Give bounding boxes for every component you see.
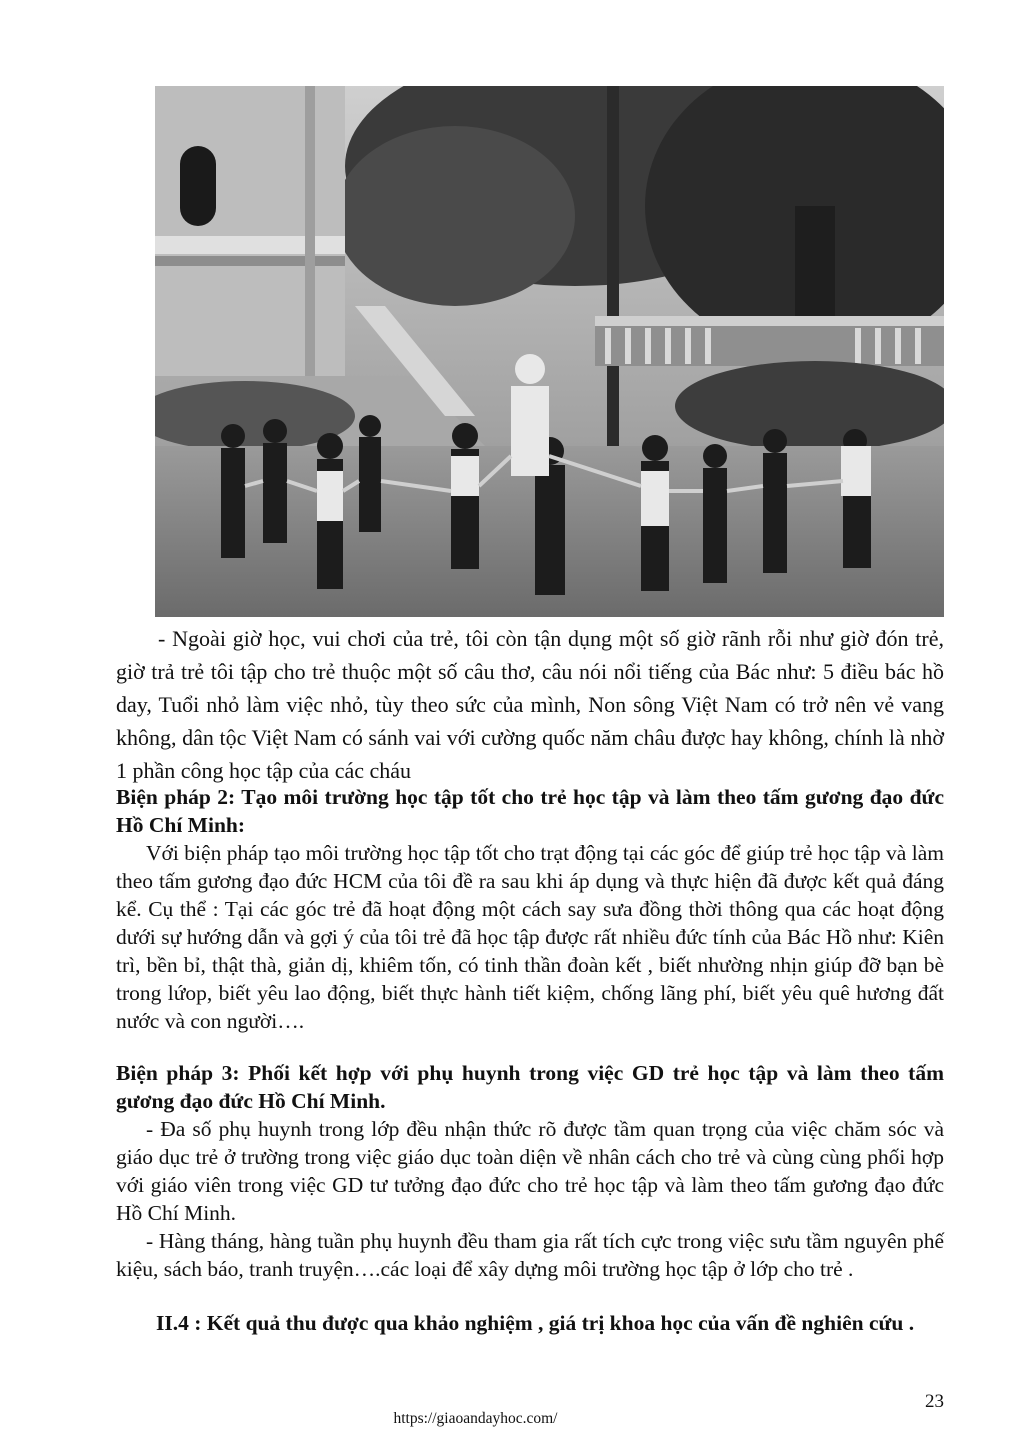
- photo-illustration: [155, 86, 944, 617]
- bp3-body-2: - Hàng tháng, hàng tuần phụ huynh đều tham gia rất tích cực trong việc sưu tầm nguyên phế kiệu, sách báo, tranh truyện….các loại để xây dựng môi trường học tập ở lớp cho trẻ .: [116, 1229, 944, 1281]
- footer: [0, 1410, 1023, 1428]
- bp2-body: Với biện pháp tạo môi trường học tập tốt cho trạt động tại các góc để giúp trẻ học tập và làm theo tấm gương đạo đức HCM của tôi đề ra sau khi áp dụng và thực hiện đã được kết quả đáng kể. Cụ thể : Tại các góc trẻ đã hoạt động một cách say sưa đồng thời thông qua các hoạt động dưới sự hướng dẫn và gợi ý của tôi trẻ đã học tập được rất nhiều đức tính của Bác Hồ như: Kiên trì, bền bỉ, thật thà, giản dị, khiêm tốn, có tinh thần đoàn kết , biết nhường nhịn giúp đỡ bạn bè trong lứop, biết yêu lao động, biết thực hành tiết kiệm, chống lãng phí, biết yêu quê hương đất nước và con người….: [116, 841, 944, 1033]
- page-number: 23: [925, 1391, 944, 1412]
- bp3-block: [116, 1059, 944, 1283]
- intro-paragraph: - Ngoài giờ học, vui chơi của trẻ, tôi còn tận dụng một số giờ rãnh rỗi như giờ đón trẻ, giờ trả trẻ tôi tập cho trẻ thuộc một số câu thơ, câu nói nổi tiếng của Bác như: 5 điều bác hồ day, Tuổi nhỏ làm việc nhỏ, tùy theo sức của mình, Non sông Việt Nam có trở nên vẻ vang không, dân tộc Việt Nam có sánh vai với cường quốc năm châu được hay không, chính là nhờ 1 phần công học tập của các cháu: [116, 626, 944, 783]
- footer-url-link[interactable]: https://giaoandayhoc.com/: [393, 1410, 558, 1427]
- bp2-block: [116, 783, 944, 1035]
- intro-block: [116, 622, 944, 787]
- bp3-heading: Biện pháp 3: Phối kết hợp với phụ huynh trong việc GD trẻ học tập và làm theo tấm gương đạo đức Hồ Chí Minh.: [116, 1061, 944, 1113]
- section-block: [116, 1307, 944, 1339]
- section-heading: II.4 : Kết quả thu được qua khảo nghiệm , giá trị khoa học của vấn đề nghiên cứu .: [156, 1311, 915, 1335]
- bp2-heading: Biện pháp 2: Tạo môi trường học tập tốt cho trẻ học tập và làm theo tấm gương đạo đức Hồ Chí Minh:: [116, 785, 944, 837]
- photo-children-playing-with-uncle-ho: [155, 86, 944, 617]
- bp3-body-1: - Đa số phụ huynh trong lớp đều nhận thức rõ được tầm quan trọng của việc chăm sóc và giáo dục trẻ ở trường trong việc giáo dục toàn diện về nhân cách cho trẻ và cùng cùng phối hợp với giáo viên trong việc GD tư tưởng đạo đức cho trẻ học tập và làm theo tấm gương đạo đức Hồ Chí Minh.: [116, 1117, 944, 1225]
